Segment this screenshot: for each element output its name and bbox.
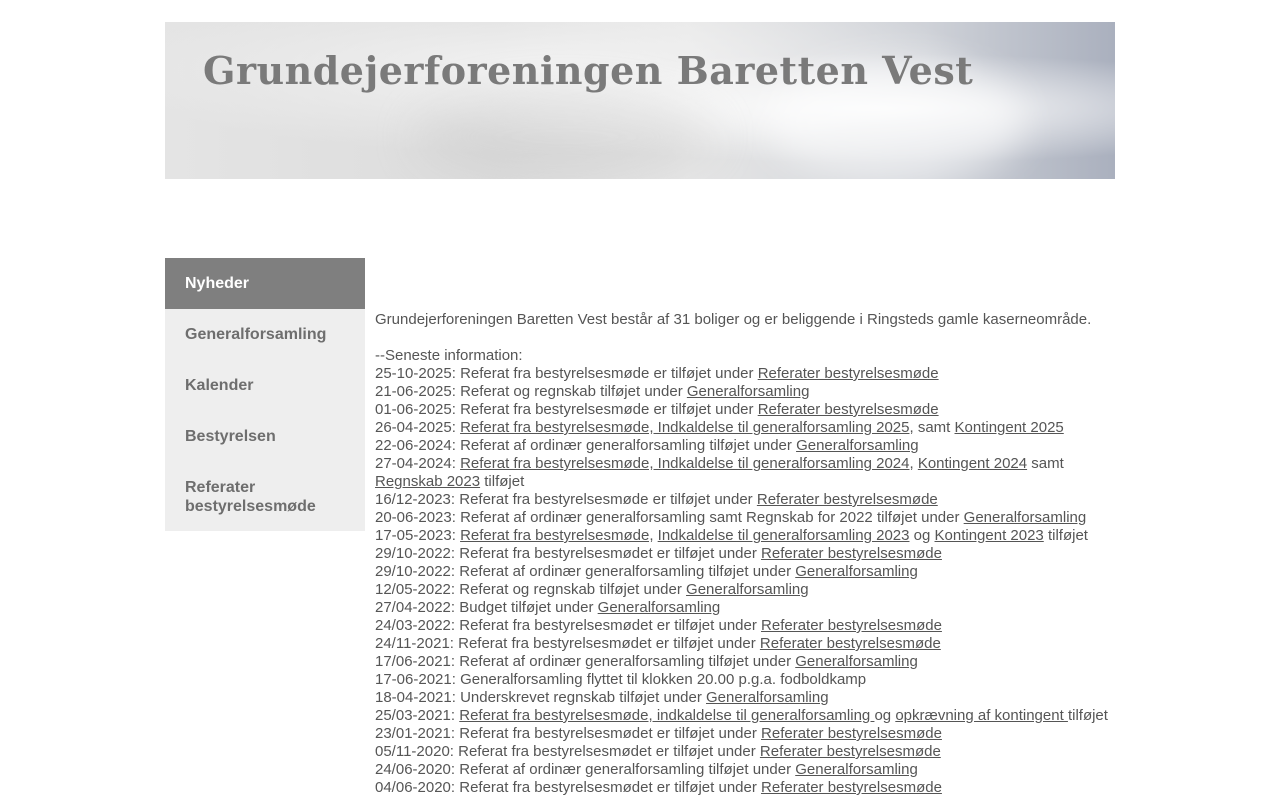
news-item xyxy=(375,563,1135,581)
news-link[interactable]: Regnskab 2023 xyxy=(375,473,481,490)
news-item xyxy=(375,779,1135,797)
news-text: 12/05-2022: Referat og regnskab tilføjet under xyxy=(375,581,687,598)
news-item xyxy=(375,383,1135,401)
news-text: 21-06-2025: Referat og regnskab tilføjet under xyxy=(375,383,687,400)
nav-item-bestyrelsen[interactable]: Bestyrelsen xyxy=(185,428,276,445)
news-text: 24/11-2021: Referat fra bestyrelsesmødet er tilføjet under xyxy=(375,635,760,652)
news-text: 04/06-2020: Referat fra bestyrelsesmødet er tilføjet under xyxy=(375,779,762,796)
news-item xyxy=(375,653,1135,671)
news-text: , samt xyxy=(909,419,955,436)
news-text: 20-06-2023: Referat af ordinær generalforsamling samt Regnskab for 2022 tilføjet under xyxy=(375,509,964,526)
news-text: 29/10-2022: Referat fra bestyrelsesmødet er tilføjet under xyxy=(375,545,762,562)
news-text: 23/01-2021: Referat fra bestyrelsesmødet er tilføjet under xyxy=(375,725,762,742)
news-item xyxy=(375,509,1135,527)
news-item xyxy=(375,365,1135,383)
news-text: tilføjet xyxy=(1043,527,1088,544)
news-item xyxy=(375,545,1135,563)
news-text: 22-06-2024: Referat af ordinær generalforsamling tilføjet under xyxy=(375,437,797,454)
news-text: 27-04-2024: xyxy=(375,455,461,472)
news-text: 25/03-2021: xyxy=(375,707,460,724)
news-text: 25-10-2025: Referat fra bestyrelsesmøde er tilføjet under xyxy=(375,365,758,382)
news-item xyxy=(375,689,1135,707)
news-link[interactable]: Referater bestyrelsesmøde xyxy=(756,491,938,508)
news-link[interactable]: Generalforsamling xyxy=(686,581,809,598)
news-link[interactable]: Referater bestyrelsesmøde xyxy=(759,743,941,760)
site-title[interactable]: Grundejerforeningen Baretten Vest xyxy=(203,48,974,93)
news-link[interactable]: Kontingent 2024 xyxy=(917,455,1028,472)
news-item xyxy=(375,761,1135,779)
main-content xyxy=(375,311,1135,797)
news-text: 24/06-2020: Referat af ordinær generalforsamling tilføjet under xyxy=(375,761,796,778)
news-item xyxy=(375,617,1135,635)
news-item xyxy=(375,455,1135,491)
news-text: 18-04-2021: Underskrevet regnskab tilføjet under xyxy=(375,689,707,706)
news-text: 29/10-2022: Referat af ordinær generalforsamling tilføjet under xyxy=(375,563,796,580)
news-link[interactable]: Generalforsamling xyxy=(795,563,918,580)
news-link[interactable]: Generalforsamling xyxy=(796,437,919,454)
news-link[interactable]: Generalforsamling xyxy=(686,383,810,400)
site-header-banner xyxy=(165,22,1115,179)
news-link[interactable]: Referater bestyrelsesmøde xyxy=(757,365,939,382)
news-text: 17/06-2021: Referat af ordinær generalforsamling tilføjet under xyxy=(375,653,796,670)
news-link[interactable]: Generalforsamling xyxy=(597,599,721,616)
news-text: 26-04-2025: xyxy=(375,419,461,436)
news-item xyxy=(375,725,1135,743)
nav-item-referater-bestyrelsesmoede[interactable]: Referater bestyrelsesmøde xyxy=(185,479,316,515)
banner-cloud-decoration xyxy=(415,92,715,179)
news-link[interactable]: Generalforsamling xyxy=(795,653,918,670)
news-item xyxy=(375,635,1135,653)
news-text: , xyxy=(909,455,918,472)
news-link[interactable]: Referat fra bestyrelsesmøde, Indkaldelse til generalforsamling 2024 xyxy=(460,455,910,472)
news-link[interactable]: Referater bestyrelsesmøde xyxy=(761,617,942,634)
intro-text: Grundejerforeningen Baretten Vest består af 31 boliger og er beliggende i Ringsteds gamle kaserneområde. xyxy=(375,311,1092,328)
news-link[interactable]: Kontingent 2025 xyxy=(954,419,1064,436)
news-link[interactable]: Referater bestyrelsesmøde xyxy=(761,725,942,742)
news-text: 16/12-2023: Referat fra bestyrelsesmøde er tilføjet under xyxy=(375,491,757,508)
news-text: tilføjet xyxy=(480,473,525,490)
news-list xyxy=(375,365,1135,797)
news-link[interactable]: Generalforsamling xyxy=(706,689,829,706)
news-text: 24/03-2022: Referat fra bestyrelsesmødet er tilføjet under xyxy=(375,617,762,634)
news-heading: --Seneste information: xyxy=(375,347,523,364)
news-item xyxy=(375,671,1135,689)
news-item xyxy=(375,599,1135,617)
news-item xyxy=(375,401,1135,419)
news-text: 05/11-2020: Referat fra bestyrelsesmødet er tilføjet under xyxy=(375,743,760,760)
news-item xyxy=(375,491,1135,509)
news-text: samt xyxy=(1027,455,1064,472)
news-link[interactable]: Referater bestyrelsesmøde xyxy=(761,779,942,796)
nav-item-generalforsamling[interactable]: Generalforsamling xyxy=(185,326,327,343)
news-link[interactable]: Referat fra bestyrelsesmøde, indkaldelse til generalforsamling xyxy=(459,707,875,724)
news-item xyxy=(375,527,1135,545)
news-text: 17-06-2021: Generalforsamling flyttet til klokken 20.00 p.g.a. fodboldkamp xyxy=(375,671,867,688)
news-link[interactable]: Referater bestyrelsesmøde xyxy=(759,635,941,652)
news-text: 27/04-2022: Budget tilføjet under xyxy=(375,599,598,616)
news-link[interactable]: Referater bestyrelsesmøde xyxy=(757,401,939,418)
sidebar-nav xyxy=(165,258,365,531)
news-link[interactable]: Kontingent 2023 xyxy=(934,527,1044,544)
news-link[interactable]: Generalforsamling xyxy=(963,509,1087,526)
news-text: og xyxy=(909,527,935,544)
news-link[interactable]: Referat fra bestyrelsesmøde, xyxy=(460,527,654,544)
news-item xyxy=(375,419,1135,437)
news-text: tilføjet xyxy=(1067,707,1108,724)
news-link[interactable]: Generalforsamling xyxy=(795,761,918,778)
news-link[interactable]: opkrævning af kontingent xyxy=(895,707,1068,724)
nav-item-nyheder[interactable]: Nyheder xyxy=(165,258,365,309)
news-link[interactable]: Referater bestyrelsesmøde xyxy=(761,545,942,562)
nav-item-kalender[interactable]: Kalender xyxy=(185,377,254,394)
news-link[interactable]: Referat fra bestyrelsesmøde, Indkaldelse til generalforsamling 2025 xyxy=(460,419,910,436)
news-text: 01-06-2025: Referat fra bestyrelsesmøde er tilføjet under xyxy=(375,401,758,418)
news-item xyxy=(375,743,1135,761)
news-item xyxy=(375,581,1135,599)
news-link[interactable]: Indkaldelse til generalforsamling 2023 xyxy=(657,527,910,544)
news-text: og xyxy=(874,707,896,724)
news-text: 17-05-2023: xyxy=(375,527,461,544)
news-item xyxy=(375,437,1135,455)
news-item xyxy=(375,707,1135,725)
